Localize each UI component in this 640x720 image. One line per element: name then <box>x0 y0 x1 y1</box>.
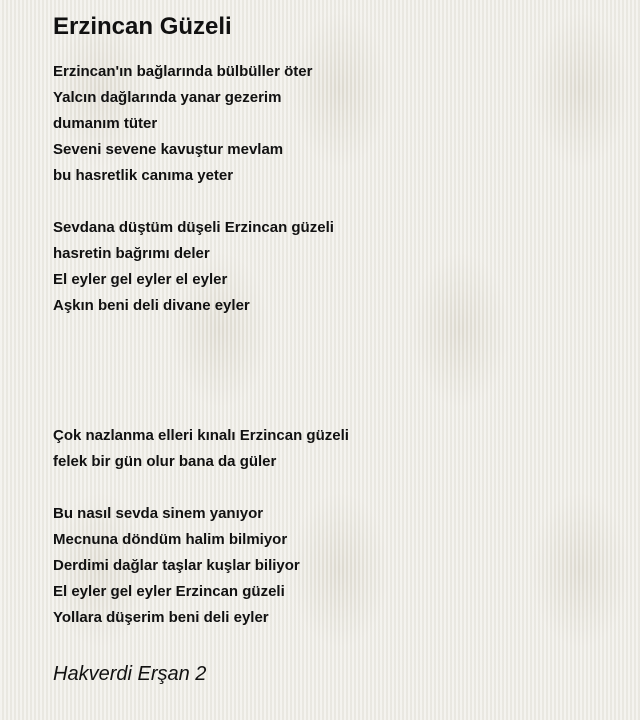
stanza-4 <box>53 501 613 631</box>
poem-title: Erzincan Güzeli <box>53 13 232 40</box>
poem-line: El eyler gel eyler Erzincan güzeli <box>53 583 285 600</box>
poem-line: Sevdana düştüm düşeli Erzincan güzeli <box>53 219 334 236</box>
stanza-gap <box>53 475 613 501</box>
stanza-gap <box>53 319 613 423</box>
poem-line: felek bir gün olur bana da güler <box>53 453 277 470</box>
poem-line: Bu nasıl sevda sinem yanıyor <box>53 505 264 522</box>
stanza-1 <box>53 59 613 189</box>
poem-line: Çok nazlanma elleri kınalı Erzincan güzeli <box>53 427 349 444</box>
stanza-3 <box>53 423 613 475</box>
stanza-2 <box>53 215 613 319</box>
poem-body <box>53 59 613 631</box>
poem-line: Seveni sevene kavuştur mevlam <box>53 141 284 158</box>
poem-line: Aşkın beni deli divane eyler <box>53 297 250 314</box>
poem-line: dumanım tüter <box>53 115 158 132</box>
poem-author: Hakverdi Erşan 2 <box>53 663 207 685</box>
poem-line: Yollara düşerim beni deli eyler <box>53 609 269 626</box>
poem-line: El eyler gel eyler el eyler <box>53 271 228 288</box>
poem-line: Mecnuna döndüm halim bilmiyor <box>53 531 288 548</box>
poem-line: Erzincan'ın bağlarında bülbüller öter <box>53 63 313 80</box>
poem-line: Derdimi dağlar taşlar kuşlar biliyor <box>53 557 300 574</box>
stanza-gap <box>53 189 613 215</box>
poem-line: hasretin bağrımı deler <box>53 245 210 262</box>
poem-line: bu hasretlik canıma yeter <box>53 167 234 184</box>
poem-line: Yalcın dağlarında yanar gezerim <box>53 89 282 106</box>
poem-page <box>53 10 613 687</box>
